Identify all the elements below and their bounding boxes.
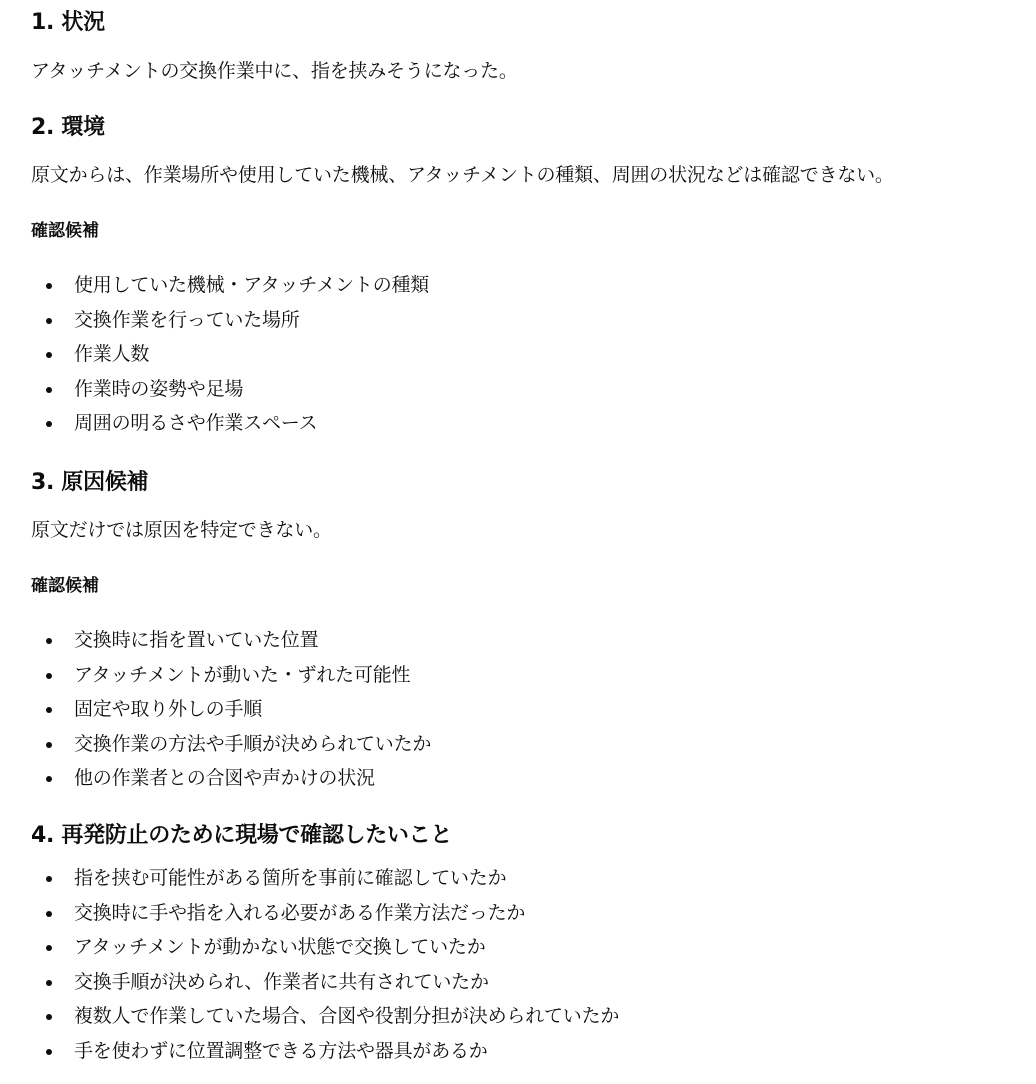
causes-text: 原文だけでは原因を特定できない。 <box>31 519 332 541</box>
prevention-check-list <box>31 861 619 1069</box>
situation-text: アタッチメントの交換作業中に、指を挟みそうになった。 <box>31 60 518 82</box>
causes-check-list <box>31 623 431 796</box>
list-item: 手を使わずに位置調整できる方法や器具があるか <box>74 1034 619 1069</box>
environment-subheading: 確認候補 <box>31 221 99 241</box>
list-item: 交換時に指を置いていた位置 <box>74 623 431 658</box>
section-heading-causes: 3. 原因候補 <box>31 470 149 495</box>
list-item: 指を挟む可能性がある箇所を事前に確認していたか <box>74 861 619 896</box>
list-item: 固定や取り外しの手順 <box>74 692 431 727</box>
causes-subheading: 確認候補 <box>31 576 99 596</box>
list-item: 使用していた機械・アタッチメントの種類 <box>74 268 429 303</box>
list-item: 交換手順が決められ、作業者に共有されていたか <box>74 965 619 1000</box>
section-heading-prevention: 4. 再発防止のために現場で確認したいこと <box>31 823 453 848</box>
environment-text: 原文からは、作業場所や使用していた機械、アタッチメントの種類、周囲の状況などは確認できない。 <box>31 164 894 186</box>
list-item: アタッチメントが動かない状態で交換していたか <box>74 930 619 965</box>
list-item: 交換時に手や指を入れる必要がある作業方法だったか <box>74 896 619 931</box>
section-heading-situation: 1. 状況 <box>31 10 105 35</box>
list-item: 交換作業の方法や手順が決められていたか <box>74 727 431 762</box>
list-item: 他の作業者との合図や声かけの状況 <box>74 761 431 796</box>
list-item: 周囲の明るさや作業スペース <box>74 406 429 441</box>
environment-check-list <box>31 268 429 441</box>
section-heading-environment: 2. 環境 <box>31 115 105 140</box>
list-item: 作業人数 <box>74 337 429 372</box>
list-item: 交換作業を行っていた場所 <box>74 303 429 338</box>
list-item: 作業時の姿勢や足場 <box>74 372 429 407</box>
list-item: 複数人で作業していた場合、合図や役割分担が決められていたか <box>74 999 619 1034</box>
list-item: アタッチメントが動いた・ずれた可能性 <box>74 658 431 693</box>
